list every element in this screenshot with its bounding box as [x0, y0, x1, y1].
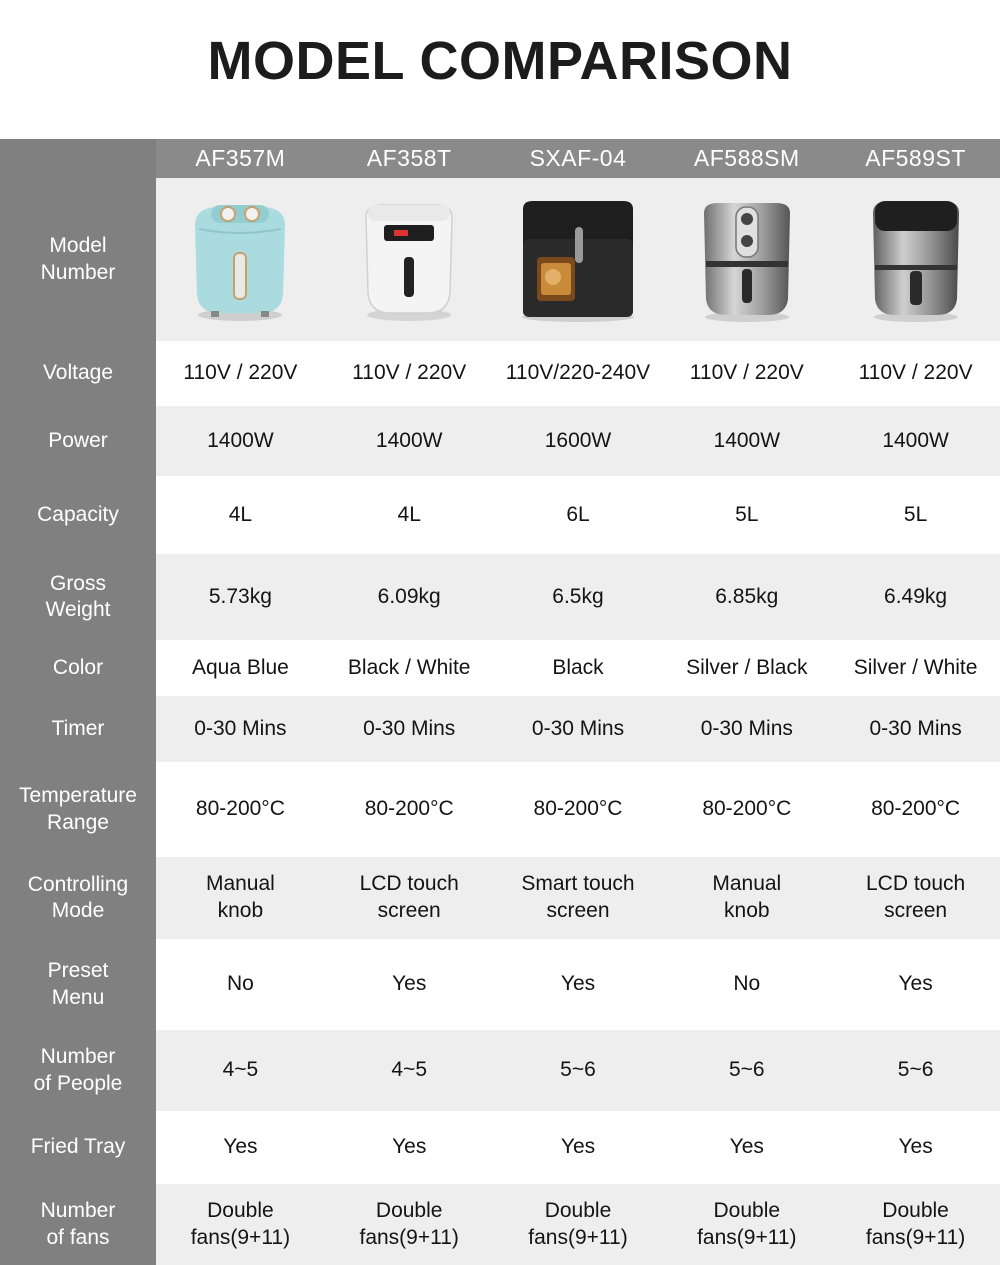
- spec-cell: 80-200°C: [156, 762, 325, 857]
- model-name: SXAF-04: [494, 139, 663, 178]
- spec-cell: Yes: [325, 939, 494, 1030]
- row-label: Number of People: [0, 1030, 156, 1111]
- spec-cell: 1600W: [494, 406, 663, 476]
- spec-cell: 5L: [662, 476, 831, 554]
- spec-row-capacity: [0, 476, 1000, 554]
- spec-cell: 5~6: [494, 1030, 663, 1111]
- spec-row-color: [0, 640, 1000, 696]
- air-fryer-black-window-icon: [513, 195, 643, 325]
- spec-row-power: [0, 406, 1000, 476]
- spec-cell: Yes: [494, 939, 663, 1030]
- model-name: AF589ST: [831, 139, 1000, 178]
- spec-cell: 110V / 220V: [156, 341, 325, 406]
- spec-row-voltage: [0, 341, 1000, 406]
- spec-cell: Double fans(9+11): [662, 1184, 831, 1265]
- spec-cell: Silver / Black: [662, 640, 831, 696]
- spec-cell: 4~5: [325, 1030, 494, 1111]
- spec-cell: Double fans(9+11): [831, 1184, 1000, 1265]
- row-label: Temperature Range: [0, 762, 156, 857]
- spec-cell: 0-30 Mins: [494, 696, 663, 762]
- spec-cell: 5~6: [662, 1030, 831, 1111]
- spec-cell: 80-200°C: [494, 762, 663, 857]
- spec-cell: 0-30 Mins: [831, 696, 1000, 762]
- spec-cell: 6.49kg: [831, 554, 1000, 640]
- spec-row-number-of-fans: [0, 1184, 1000, 1265]
- spec-cell: 0-30 Mins: [662, 696, 831, 762]
- spec-cell: No: [662, 939, 831, 1030]
- spec-cell: Double fans(9+11): [156, 1184, 325, 1265]
- spec-cell: Black / White: [325, 640, 494, 696]
- spec-cell: Yes: [831, 1111, 1000, 1184]
- model-name: AF588SM: [662, 139, 831, 178]
- spec-cell: 0-30 Mins: [156, 696, 325, 762]
- spec-cell: Yes: [662, 1111, 831, 1184]
- spec-cell: 0-30 Mins: [325, 696, 494, 762]
- row-label: Color: [0, 640, 156, 696]
- model-name: AF358T: [325, 139, 494, 178]
- row-label: Power: [0, 406, 156, 476]
- spec-cell: Yes: [325, 1111, 494, 1184]
- comparison-table: [0, 139, 1000, 1265]
- spec-cell: 5L: [831, 476, 1000, 554]
- spec-cell: 4L: [325, 476, 494, 554]
- product-image-cell: [831, 178, 1000, 341]
- spec-cell: 6L: [494, 476, 663, 554]
- spec-row-gross-weight: [0, 554, 1000, 640]
- page-title: MODEL COMPARISON: [207, 31, 793, 91]
- spec-cell: 1400W: [156, 406, 325, 476]
- spec-cell: 4~5: [156, 1030, 325, 1111]
- row-label: Capacity: [0, 476, 156, 554]
- spec-cell: 110V / 220V: [325, 341, 494, 406]
- spec-cell: Black: [494, 640, 663, 696]
- spec-row-number-of-people: [0, 1030, 1000, 1111]
- spec-cell: Yes: [494, 1111, 663, 1184]
- model-image-row: [0, 178, 1000, 341]
- spec-cell: Smart touch screen: [494, 857, 663, 939]
- spec-cell: Manual knob: [156, 857, 325, 939]
- row-label: Number of fans: [0, 1184, 156, 1265]
- model-header-row: [0, 139, 1000, 178]
- spec-cell: 1400W: [831, 406, 1000, 476]
- row-label: Model Number: [0, 178, 156, 341]
- spec-row-temperature-range: [0, 762, 1000, 857]
- spec-cell: LCD touch screen: [831, 857, 1000, 939]
- spec-cell: 4L: [156, 476, 325, 554]
- spec-cell: 6.09kg: [325, 554, 494, 640]
- row-label: Gross Weight: [0, 554, 156, 640]
- model-name: AF357M: [156, 139, 325, 178]
- spec-cell: Double fans(9+11): [325, 1184, 494, 1265]
- spec-row-preset-menu: [0, 939, 1000, 1030]
- spec-cell: 80-200°C: [325, 762, 494, 857]
- spec-cell: 5~6: [831, 1030, 1000, 1111]
- product-image-cell: [325, 178, 494, 341]
- spec-cell: 110V / 220V: [662, 341, 831, 406]
- spec-cell: 5.73kg: [156, 554, 325, 640]
- spec-row-controlling-mode: [0, 857, 1000, 939]
- product-image-cell: [156, 178, 325, 341]
- row-label: Timer: [0, 696, 156, 762]
- air-fryer-silver-white-icon: [861, 195, 971, 325]
- spec-cell: Silver / White: [831, 640, 1000, 696]
- row-label: Preset Menu: [0, 939, 156, 1030]
- spec-cell: 110V/220-240V: [494, 341, 663, 406]
- spec-cell: 1400W: [325, 406, 494, 476]
- spec-cell: 80-200°C: [662, 762, 831, 857]
- spec-cell: Manual knob: [662, 857, 831, 939]
- spec-cell: 6.85kg: [662, 554, 831, 640]
- spec-cell: 110V / 220V: [831, 341, 1000, 406]
- air-fryer-silver-knob-icon: [692, 195, 802, 325]
- product-image-cell: [662, 178, 831, 341]
- row-label: Controlling Mode: [0, 857, 156, 939]
- spec-row-fried-tray: [0, 1111, 1000, 1184]
- spec-cell: Yes: [831, 939, 1000, 1030]
- spec-cell: LCD touch screen: [325, 857, 494, 939]
- row-label: Fried Tray: [0, 1111, 156, 1184]
- spec-cell: 80-200°C: [831, 762, 1000, 857]
- row-label: Voltage: [0, 341, 156, 406]
- air-fryer-aqua-blue-icon: [185, 195, 295, 325]
- product-image-cell: [494, 178, 663, 341]
- spec-cell: Yes: [156, 1111, 325, 1184]
- air-fryer-white-icon: [354, 195, 464, 325]
- spec-cell: 1400W: [662, 406, 831, 476]
- spec-cell: No: [156, 939, 325, 1030]
- spec-row-timer: [0, 696, 1000, 762]
- header-corner: [0, 139, 156, 178]
- spec-cell: 6.5kg: [494, 554, 663, 640]
- spec-cell: Double fans(9+11): [494, 1184, 663, 1265]
- spec-cell: Aqua Blue: [156, 640, 325, 696]
